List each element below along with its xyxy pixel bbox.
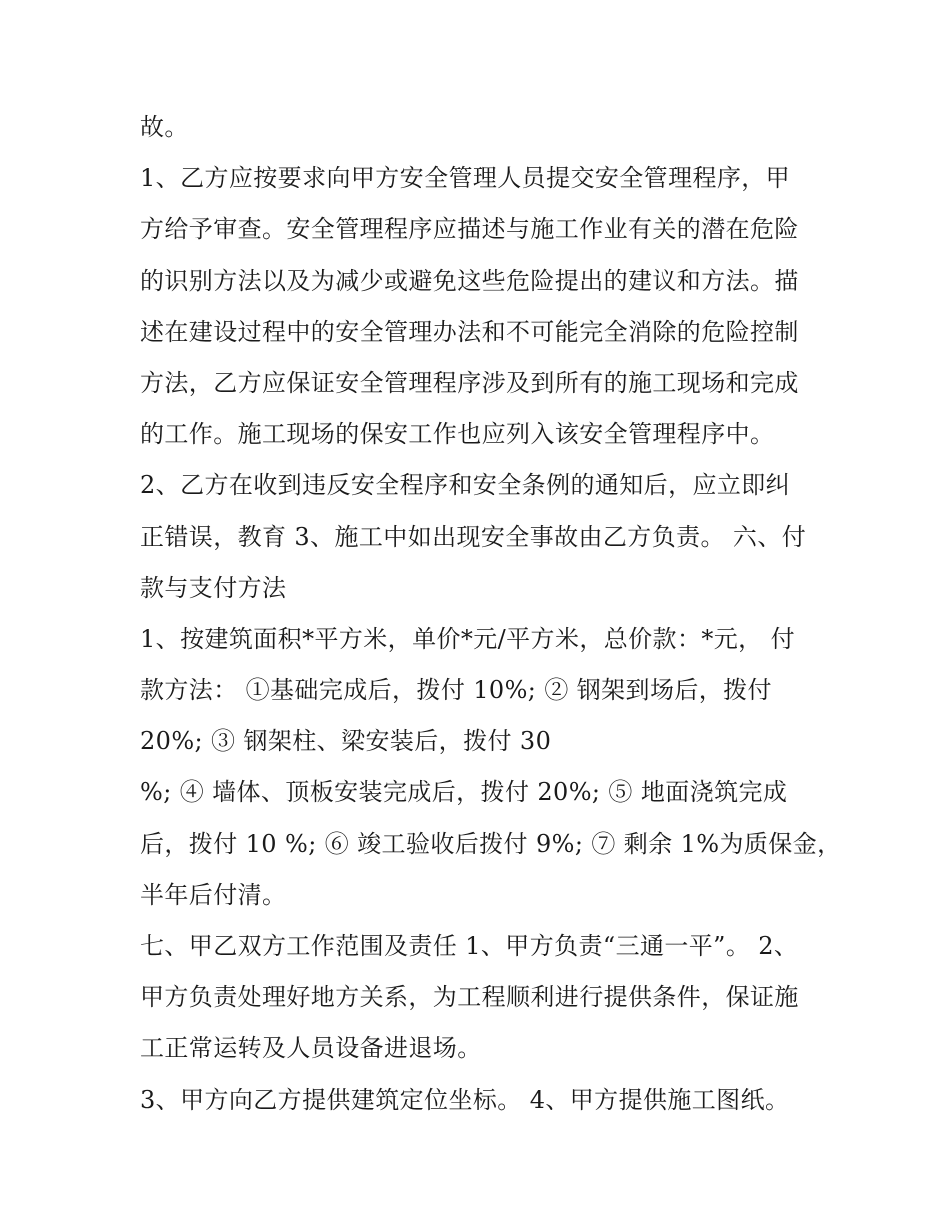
text-line: 后，拨付 10 %; ⑥ 竣工验收后拨付 9%; ⑦ 剩余 1%为质保金， bbox=[140, 829, 842, 858]
document-body bbox=[140, 102, 842, 1126]
text-line: 七、甲乙双方工作范围及责任 1、甲方负责“三通一平”。 2、 bbox=[140, 932, 799, 960]
text-line: 述在建设过程中的安全管理办法和不可能完全消除的危险控制 bbox=[140, 317, 799, 346]
text-line: 的识别方法以及为减少或避免这些危险提出的建议和方法。描 bbox=[140, 266, 799, 295]
text-line: 3、甲方向乙方提供建筑定位坐标。 4、甲方提供施工图纸。 bbox=[140, 1085, 790, 1114]
text-line: 20%; ③ 钢架柱、梁安装后，拨付 30 bbox=[140, 727, 552, 756]
text-line: 方法，乙方应保证安全管理程序涉及到所有的施工现场和完成 bbox=[140, 368, 799, 397]
text-line: 款方法： ①基础完成后，拨付 10%; ② 钢架到场后，拨付 bbox=[140, 676, 772, 705]
text-line: 故。 bbox=[140, 113, 189, 141]
text-line: 正错误，教育 3、施工中如出现安全事故由乙方负责。 六、付 bbox=[140, 522, 807, 551]
text-line: 方给予审查。安全管理程序应描述与施工作业有关的潜在危险 bbox=[140, 215, 799, 244]
text-line: 1、按建筑面积*平方米，单价*元/平方米，总价款：*元， 付 bbox=[140, 624, 795, 653]
text-line: 工正常运转及人员设备进退场。 bbox=[140, 1034, 482, 1063]
text-line: %; ④ 墙体、顶板安装完成后，拨付 20%; ⑤ 地面浇筑完成 bbox=[140, 778, 788, 807]
text-line: 款与支付方法 bbox=[140, 573, 287, 602]
text-line: 甲方负责处理好地方关系，为工程顺利进行提供条件，保证施 bbox=[140, 983, 799, 1012]
text-line: 的工作。施工现场的保安工作也应列入该安全管理程序中。 bbox=[140, 420, 775, 449]
text-line: 1、乙方应按要求向甲方安全管理人员提交安全管理程序，甲 bbox=[140, 164, 791, 193]
text-line: 2、乙方在收到违反安全程序和安全条例的通知后，应立即纠 bbox=[140, 471, 791, 500]
text-line: 半年后付清。 bbox=[140, 880, 287, 909]
